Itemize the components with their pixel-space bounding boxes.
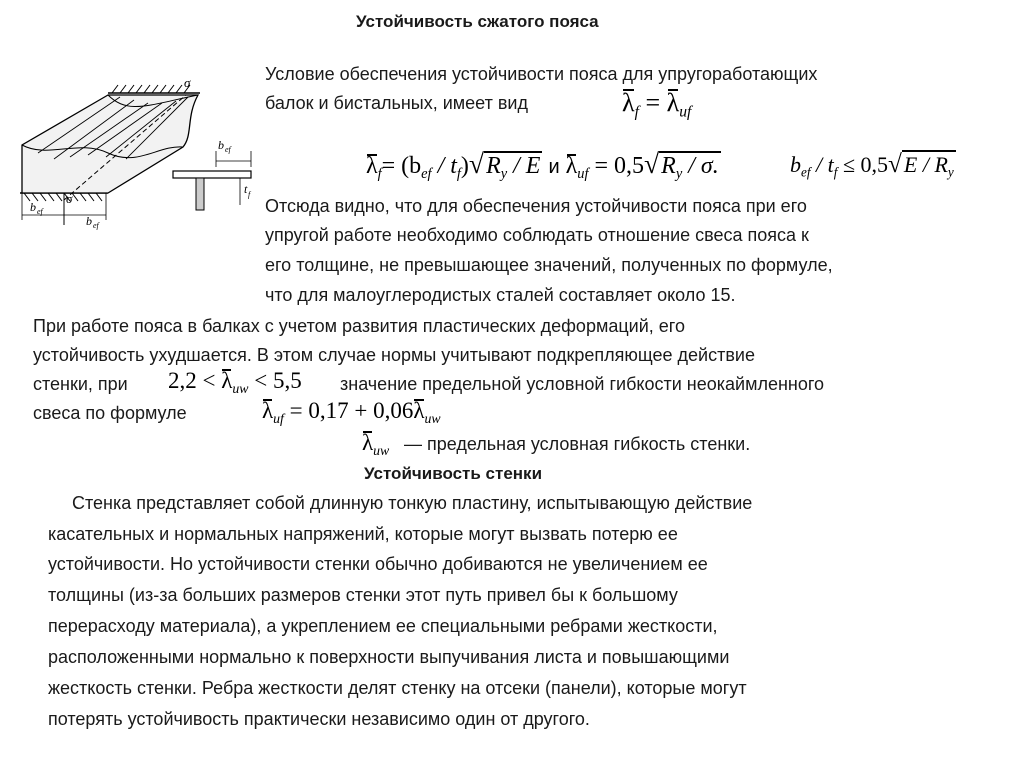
plastic-line-3-end: значение предельной условной гибкости неокаймленного bbox=[340, 374, 825, 394]
plastic-line-2: устойчивость ухудшается. В этом случае нормы учитывают подкрепляющее действие bbox=[33, 345, 755, 365]
page-title: Устойчивость сжатого пояса bbox=[356, 12, 599, 31]
web-line-4: толщины (из-за больших размеров стенки этот путь привел бы к большому bbox=[48, 585, 678, 605]
bef-section-sub: ef bbox=[225, 145, 231, 154]
web-line-1: Стенка представляет собой длинную тонкую пластину, испытывающую действие bbox=[72, 493, 753, 513]
sigma-top-label: σ bbox=[184, 75, 191, 90]
sigma-bottom-label: σ bbox=[66, 191, 73, 206]
result-line-1: Отсюда видно, что для обеспечения устойчивости пояса при его bbox=[265, 196, 807, 216]
result-line-3: его толщине, не превышающее значений, полученных по формуле, bbox=[265, 255, 833, 275]
intro-line-1: Условие обеспечения устойчивости пояса для упругоработающих bbox=[265, 64, 818, 84]
bef-section-label: b bbox=[218, 138, 224, 152]
web-line-2: касательных и нормальных напряжений, которые могут вызвать потерю ее bbox=[48, 524, 678, 544]
formula-lambda-f-equals-uf: $\lambda_f = \lambda_{uf}$ bbox=[622, 88, 692, 121]
uw-note: — предельная условная гибкость стенки. bbox=[404, 434, 751, 454]
formula-lambda-uf-plastic: $\lambda_{uf} = 0,17 + 0,06\lambda_{uw}$ bbox=[262, 398, 441, 426]
formula-lambda-uw-symbol: $\lambda_{uw}$ bbox=[362, 430, 390, 458]
result-line-2: упругой работе необходимо соблюдать отношение свеса пояса к bbox=[265, 225, 809, 245]
plastic-line-1: При работе пояса в балках с учетом развития пластических деформаций, его bbox=[33, 316, 685, 336]
bef-right-sub: ef bbox=[93, 221, 99, 230]
web-line-5: перерасходу материала), а укреплением ее специальными ребрами жесткости, bbox=[48, 616, 718, 636]
web-line-8: потерять устойчивость практически независимо один от другого. bbox=[48, 709, 590, 729]
bef-left-sub: ef bbox=[37, 207, 43, 216]
result-line-4: что для малоуглеродистых сталей составляет около 15. bbox=[265, 285, 736, 305]
plastic-line-3-start: стенки, при bbox=[33, 374, 128, 394]
formula-bef-tf-limit: $b_{ef} / t_f \le 0,5√E / R_y$ bbox=[790, 150, 954, 180]
bef-right-label: b bbox=[86, 214, 92, 228]
tf-label: t bbox=[244, 182, 248, 196]
intro-line-2: балок и бистальных, имеет вид bbox=[265, 93, 528, 113]
formula-lambda-uw-range: $2,2 < \lambda_{uw} < 5,5$ bbox=[168, 368, 302, 396]
web-line-3: устойчивости. Но устойчивости стенки обычно добиваются не увеличением ее bbox=[48, 554, 708, 574]
bef-left-label: b bbox=[30, 200, 36, 214]
plastic-line-4: свеса по формуле bbox=[33, 403, 187, 423]
web-line-7: жесткость стенки. Ребра жесткости делят стенку на отсеки (панели), которые могут bbox=[48, 678, 747, 698]
formula-lambda-f-definition: $\lambda_f= (b_{ef} / t_f)√R_y / E$ и $\lambda_{uf} = 0,5√R_y / \sigma$. bbox=[366, 148, 719, 183]
tf-sub: f bbox=[248, 190, 251, 199]
flange-buckling-figure bbox=[8, 75, 266, 235]
web-section-title: Устойчивость стенки bbox=[364, 464, 543, 483]
web-line-6: расположенными нормально к поверхности выпучивания листа и повышающими bbox=[48, 647, 730, 667]
